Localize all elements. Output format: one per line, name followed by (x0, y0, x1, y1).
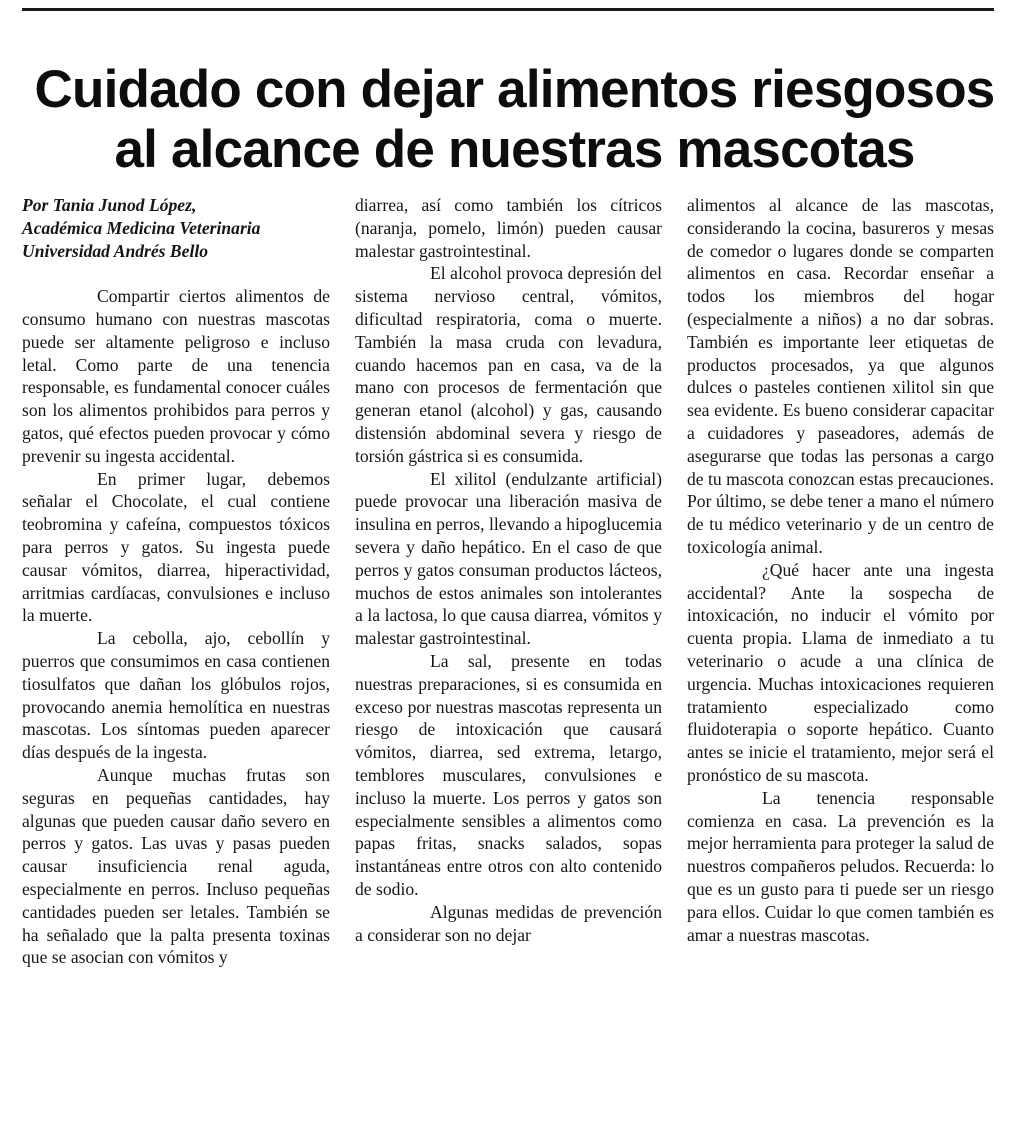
paragraph-xylitol-dairy: El xilitol (endulzante artificial) puede provocar una liberación masiva de insulina en perros, llevando a hipoglucemia severa y daño hepático. En el caso de que perros y gatos consuman productos lácteos, muchos de estos animales son intolerantes a la lactosa, lo que causa diarrea, vómitos y malestar gastrointestinal. (355, 468, 662, 649)
article-headline (0, 60, 1029, 180)
article-column-2 (355, 194, 662, 946)
paragraph-conclusion: La tenencia responsable comienza en casa. La prevención es la mejor herramienta para proteger la salud de nuestros compañeros peludos. Recuerda: lo que es un gusto para ti puede ser un riesgo para ellos. Cuidar lo que comen también es amar a nuestras mascotas. (687, 787, 994, 945)
paragraph-intro: Compartir ciertos alimentos de consumo humano con nuestras mascotas puede ser altamente peligroso e incluso letal. Como parte de una tenencia responsable, es fundamental conocer cuáles son los alimentos prohibidos para perros y gatos, qué efectos pueden provocar y cómo prevenir su ingesta accidental. (22, 286, 330, 466)
byline (22, 194, 330, 262)
paragraph-alcohol: El alcohol provoca depresión del sistema nervioso central, vómitos, dificultad respiratoria, coma o muerte. También la masa cruda con levadura, cuando hacemos pan en casa, va de la mano con procesos de fermentación que generan etanol (alcohol) y gas, causando distensión abdominal severa y riesgo de torsión gástrica si es consumida. (355, 263, 662, 466)
paragraph-fruits: Aunque muchas frutas son seguras en pequeñas cantidades, hay algunas que pueden causar daño severo en perros y gatos. Las uvas y pasas pueden causar insuficiencia renal aguda, especialmente en perros. Incluso pequeñas cantidades pueden ser letales. También se ha señalado que la palta presenta toxinas que se asocian con vómitos y (22, 764, 330, 968)
top-rule (22, 8, 994, 11)
paragraph-salt: La sal, presente en todas nuestras preparaciones, si es consumida en exceso por nuestras mascotas representa un riesgo de intoxicación que causará vómitos, diarrea, sed extrema, letargo, temblores musculares, convulsiones e incluso la muerte. Los perros y gatos son especialmente sensibles a alimentos como papas fritas, snacks salados, sopas instantáneas entre otros con alto contenido de sodio. (355, 650, 662, 899)
paragraph-accidental-ingestion: ¿Qué hacer ante una ingesta accidental? Ante la sospecha de intoxicación, no inducir el vómito por cuenta propia. Llama de inmediato a tu veterinario o acude a una clínica de urgencia. Muchas intoxicaciones requieren tratamiento especializado como fluidoterapia o soporte hepático. Cuanto antes se inicie el tratamiento, mejor será el pronóstico de su mascota. (687, 559, 994, 785)
byline-institution: Universidad Andrés Bello (22, 240, 209, 261)
byline-role: Académica Medicina Veterinaria (22, 217, 261, 238)
paragraph-fruits-continued: diarrea, así como también los cítricos (naranja, pomelo, limón) pueden causar malestar gastrointestinal. (355, 195, 662, 261)
headline-line-1: Cuidado con dejar alimentos riesgosos (34, 60, 995, 119)
paragraph-prevention: Algunas medidas de prevención a considerar son no dejar (355, 901, 662, 945)
paragraph-chocolate: En primer lugar, debemos señalar el Chocolate, el cual contiene teobromina y cafeína, compuestos tóxicos para perros y gatos. Su ingesta puede causar vómitos, diarrea, hiperactividad, arritmias cardíacas, convulsiones e incluso la muerte. (22, 468, 330, 626)
article-column-1 (22, 194, 330, 969)
byline-author: Por Tania Junod López, (22, 195, 197, 215)
paragraph-onion-garlic: La cebolla, ajo, cebollín y puerros que consumimos en casa contienen tiosulfatos que dañan los glóbulos rojos, provocando anemia hemolítica en nuestras mascotas. Los síntomas pueden aparecer días después de la ingesta. (22, 628, 330, 763)
article-column-3 (687, 194, 994, 946)
paragraph-prevention-continued: alimentos al alcance de las mascotas, considerando la cocina, basureros y mesas de comedor o lugares donde se comparten alimentos en casa. Recordar enseñar a todos los miembros del hogar (especialmente a niños) a no dar sobras. También es importante leer etiquetas de productos procesados, ya que algunos dulces o pasteles contienen xilitol sin que sea evidente. Es bueno considerar capacitar a cuidadores y paseadores, además de asegurarse que todas las personas a cargo de tu mascota conozcan estas precauciones. Por último, se debe tener a mano el número de tu médico veterinario y de un centro de toxicología animal. (687, 195, 994, 557)
headline-line-2: al alcance de nuestras mascotas (114, 120, 915, 179)
